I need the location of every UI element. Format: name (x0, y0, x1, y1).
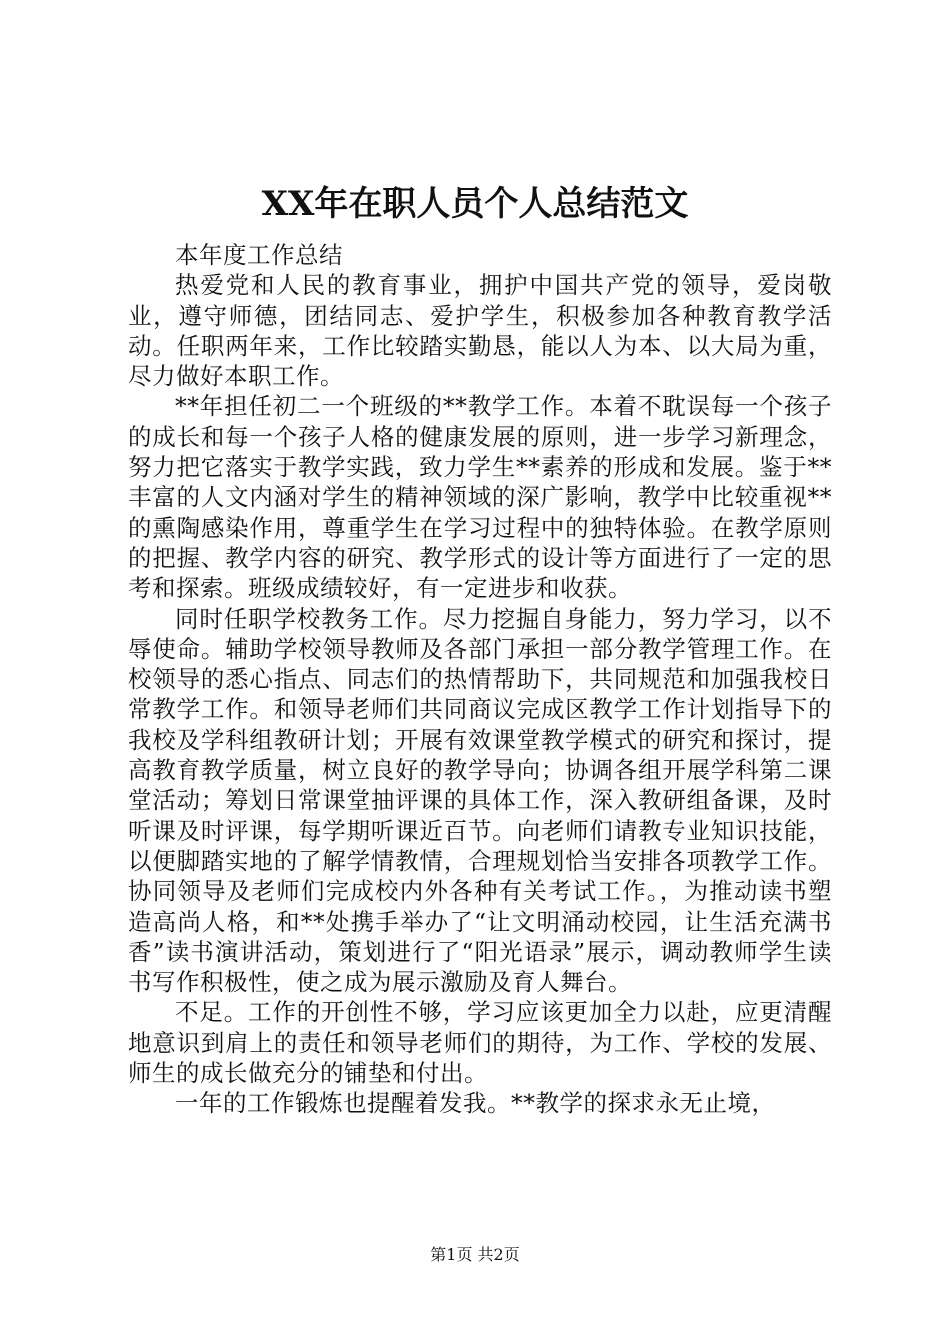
page-number-footer: 第1页 共2页 (430, 1245, 520, 1264)
paragraph: **年担任初二一个班级的**教学工作。本着不耽误每一个孩子的成长和每一个孩子人格的健康发展的原则，进一步学习新理念，努力把它落实于教学实践，致力学生**素养的形成和发展。鉴于**丰富的人文内涵对学生的精神领域的深广影响，教学中比较重视**的熏陶感染作用，尊重学生在学习过程中的独特体验。在教学原则的把握、教学内容的研究、教学形式的设计等方面进行了一定的思考和探索。班级成绩较好，有一定进步和收获。 (128, 392, 832, 603)
paragraph: 热爱党和人民的教育事业，拥护中国共产党的领导，爱岗敬业，遵守师德，团结同志、爱护学生，积极参加各种教育教学活动。任职两年来，工作比较踏实勤恳，能以人为本、以大局为重，尽力做好本职工作。 (128, 271, 832, 391)
document-body (128, 240, 832, 1119)
paragraph: 同时任职学校教务工作。尽力挖掘自身能力，努力学习，以不辱使命。辅助学校领导教师及各部门承担一部分教学管理工作。在校领导的悉心指点、同志们的热情帮助下，共同规范和加强我校日常教学工作。和领导老师们共同商议完成区教学工作计划指导下的我校及学科组教研计划；开展有效课堂教学模式的研究和探讨，提高教育教学质量，树立良好的教学导向；协调各组开展学科第二课堂活动；筹划日常课堂抽评课的具体工作，深入教研组备课，及时听课及时评课，每学期听课近百节。向老师们请教专业知识技能，以便脚踏实地的了解学情教情，合理规划恰当安排各项教学工作。协同领导及老师们完成校内外各种有关考试工作。，为推动读书塑造高尚人格，和**处携手举办了“让文明涌动校园，让生活充满书香”读书演讲活动，策划进行了“阳光语录”展示，调动教师学生读书写作积极性，使之成为展示激励及育人舞台。 (128, 604, 832, 997)
paragraph: 一年的工作锻炼也提醒着发我。**教学的探求永无止境， (175, 1089, 776, 1118)
document-title: XX年在职人员个人总结范文 (261, 184, 689, 224)
paragraph-heading: 本年度工作总结 (175, 241, 343, 269)
paragraph: 不足。工作的开创性不够，学习应该更加全力以赴，应更清醒地意识到肩上的责任和领导老师们的期待，为工作、学校的发展、师生的成长做充分的铺垫和付出。 (128, 998, 832, 1088)
